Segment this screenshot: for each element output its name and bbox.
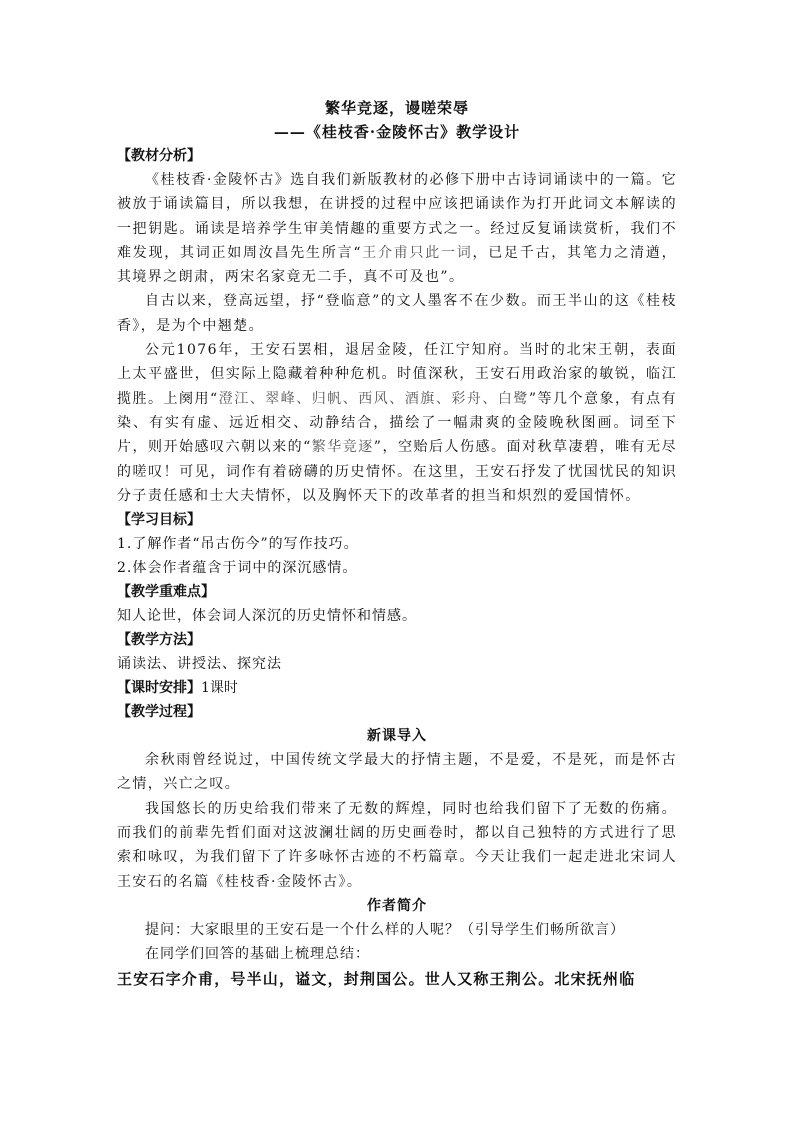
material-paragraph-3: 公元1076年，王安石罢相，退居金陵，任江宁知府。当时的北宋王朝，表面上太平盛世，但实际上隐藏着种种危机。时值深秋，王安石用政治家的敏锐，临江揽胜。上阕用“澄江、翠峰、归帆、西风、酒旗、彩舟、白鹭”等几个意象，有点有染、有实有虚、远近相交、动静结合，描绘了一幅肃爽的金陵晚秋图画。词至下片，则开始感叹六朝以来的“繁华竞逐”，空贻后人伤感。面对秋草凄碧，唯有无尽的嗟叹！可见，词作有着磅礴的历史情怀。在这里，王安石抒发了忧国忧民的知识分子责任感和士大夫情怀，以及胸怀天下的改革者的担当和炽烈的爱国情怀。 xyxy=(117,342,677,504)
section-heading-goals: 【学习目标】 xyxy=(117,512,201,529)
author-bio-bold: 王安石字介甫，号半山，谥文，封荆国公。世人又称王荆公。北宋抚州临 xyxy=(117,969,636,988)
doc-subtitle: ——《桂枝香·金陵怀古》教学设计 xyxy=(273,123,521,141)
author-question: 提问：大家眼里的王安石是一个什么样的人呢？（引导学生们畅所欲言） xyxy=(145,921,625,938)
section-heading-process: 【教学过程】 xyxy=(117,704,201,721)
intro-paragraph-1: 余秋雨曾经说过，中国传统文学最大的抒情主题，不是爱，不是死，而是怀古之情，兴亡之叹。 xyxy=(117,752,677,793)
section-heading-schedule: 【课时安排】1课时 xyxy=(117,680,238,697)
subheading-author: 作者简介 xyxy=(367,897,427,914)
document-page xyxy=(117,96,677,992)
goal-item-2: 2.体会作者蕴含于词中的深沉感情。 xyxy=(117,560,358,577)
author-summary-intro: 在同学们回答的基础上梳理总结： xyxy=(145,945,370,962)
section-heading-methods: 【教学方法】 xyxy=(117,632,201,649)
methods-text: 诵读法、讲授法、探究法 xyxy=(117,656,282,673)
section-heading-material: 【教材分析】 xyxy=(117,148,201,164)
doc-title: 繁华竞逐，谩嗟荣辱 xyxy=(324,99,469,117)
material-paragraph-1: 《桂枝香·金陵怀古》选自我们新版教材的必修下册中古诗词诵读中的一篇。它被放于诵读篇目，所以我想，在讲授的过程中应该把诵读作为打开此词文本解读的一把钥匙。诵读是培养学生审美情趣的重要方式之一。经过反复诵读赏析，我们不难发现，其词正如周汝昌先生所言“王介甫只此一词，已足千古，其笔力之清遒，其境界之朗肃，两宋名家竟无二手，真不可及也”。 xyxy=(117,172,677,286)
subheading-intro: 新课导入 xyxy=(367,728,427,745)
goal-item-1: 1.了解作者“吊古伤今”的写作技巧。 xyxy=(117,536,359,553)
section-heading-key-points: 【教学重难点】 xyxy=(117,584,215,601)
intro-paragraph-2: 我国悠长的历史给我们带来了无数的辉煌，同时也给我们留下了无数的伤痛。而我们的前辈先哲们面对这波澜壮阔的历史画卷时，都以自己独特的方式进行了思索和咏叹，为我们留下了许多咏怀古迹的不朽篇章。今天让我们一起走进北宋词人王安石的名篇《桂枝香·金陵怀古》。 xyxy=(117,800,677,890)
key-points-text: 知人论世，体会词人深沉的历史情怀和情感。 xyxy=(117,608,417,625)
schedule-value: 1课时 xyxy=(201,680,238,697)
material-paragraph-2: 自古以来，登高远望，抒“登临意”的文人墨客不在少数。而王半山的这《桂枝香》，是为个中翘楚。 xyxy=(117,293,677,334)
